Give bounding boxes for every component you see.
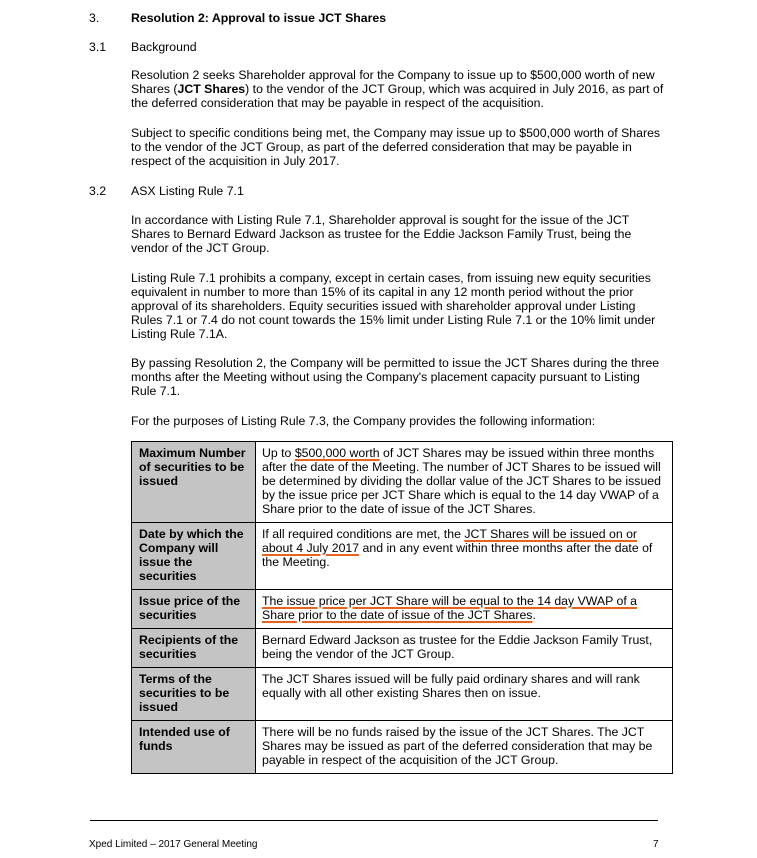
- highlighted-text: JCT Shares will be issued on or about 4 July 2017: [262, 527, 638, 555]
- page-number: 7: [653, 839, 659, 850]
- table-value-cell: Bernard Edward Jackson as trustee for the Eddie Jackson Family Trust, being the vendor of the JCT Group.: [256, 629, 673, 668]
- paragraph: Resolution 2 seeks Shareholder approval for the Company to issue up to $500,000 worth of new Shares (JCT Shares) to the vendor of the JCT Group, which was acquired in July 2016, as part of the deferred consideration that may be payable in respect of the acquisition.: [131, 68, 664, 110]
- table-row: [132, 523, 673, 590]
- table-value-cell: The issue price per JCT Share will be equal to the 14 day VWAP of a Share prior to the date of issue of the JCT Shares.: [256, 590, 673, 629]
- paragraph: By passing Resolution 2, the Company will be permitted to issue the JCT Shares during the three months after the Meeting without using the Company's placement capacity pursuant to Listing Rule 7.1.: [131, 356, 660, 398]
- subsection-number: 3.1: [89, 40, 107, 54]
- paragraph: For the purposes of Listing Rule 7.3, the Company provides the following information:: [131, 414, 596, 428]
- table-label-cell: Intended use of funds: [132, 721, 256, 774]
- table-label-cell: Maximum Number of securities to be issued: [132, 442, 256, 523]
- highlighted-text: The issue price per JCT Share will be equal to the 14 day VWAP of a Share prior to the date of issue of the JCT Shares: [262, 594, 638, 622]
- section-number: 3.: [89, 11, 100, 25]
- paragraph: In accordance with Listing Rule 7.1, Shareholder approval is sought for the issue of the JCT Shares to Bernard Edward Jackson as trustee for the Eddie Jackson Family Trust, being the vendor of the JCT Group.: [131, 213, 632, 255]
- highlighted-text: $500,000 worth: [294, 446, 380, 460]
- paragraph: Listing Rule 7.1 prohibits a company, except in certain cases, from issuing new equity securities equivalent in number to more than 15% of its capital in any 12 month period without the prior approval of its shareholders. Equity securities issued with shareholder approval under Listing Rules 7.1 or 7.4 do not count towards the 15% limit under Listing Rule 7.1 or the 10% limit under Listing Rule 7.1A.: [131, 271, 656, 341]
- table-row: [132, 668, 673, 721]
- table-value-cell: If all required conditions are met, the JCT Shares will be issued on or about 4 July 2017 and in any event within three months after the date of the Meeting.: [256, 523, 673, 590]
- table-value-cell: The JCT Shares issued will be fully paid ordinary shares and will rank equally with all other existing Shares then on issue.: [256, 668, 673, 721]
- footer-divider: [90, 820, 658, 821]
- footer-title: Xped Limited – 2017 General Meeting: [89, 839, 258, 850]
- table-value-cell: Up to $500,000 worth of JCT Shares may be issued within three months after the date of the Meeting. The number of JCT Shares to be issued will be determined by dividing the dollar value of the JCT Shares to be issued by the issue price per JCT Share which is equal to the 14 day VWAP of a Share prior to the date of issue of the JCT Shares.: [256, 442, 673, 523]
- subsection-number: 3.2: [89, 184, 107, 198]
- subsection-title: Background: [131, 40, 197, 54]
- table-row: [132, 442, 673, 523]
- paragraph: Subject to specific conditions being met, the Company may issue up to $500,000 worth of Shares to the vendor of the JCT Group, as part of the deferred consideration that may be payable in respect of the acquisition in July 2017.: [131, 126, 661, 168]
- subsection-title: ASX Listing Rule 7.1: [131, 184, 244, 198]
- table-row: [132, 590, 673, 629]
- table-label-cell: Terms of the securities to be issued: [132, 668, 256, 721]
- table-label-cell: Recipients of the securities: [132, 629, 256, 668]
- table-label-cell: Issue price of the securities: [132, 590, 256, 629]
- information-table: [131, 441, 673, 774]
- table-value-cell: There will be no funds raised by the issue of the JCT Shares. The JCT Shares may be issued as part of the deferred consideration that may be payable in respect of the acquisition of the JCT Group.: [256, 721, 673, 774]
- section-title: Resolution 2: Approval to issue JCT Shares: [131, 11, 387, 25]
- table-row: [132, 629, 673, 668]
- table-label-cell: Date by which the Company will issue the securities: [132, 523, 256, 590]
- table-row: [132, 721, 673, 774]
